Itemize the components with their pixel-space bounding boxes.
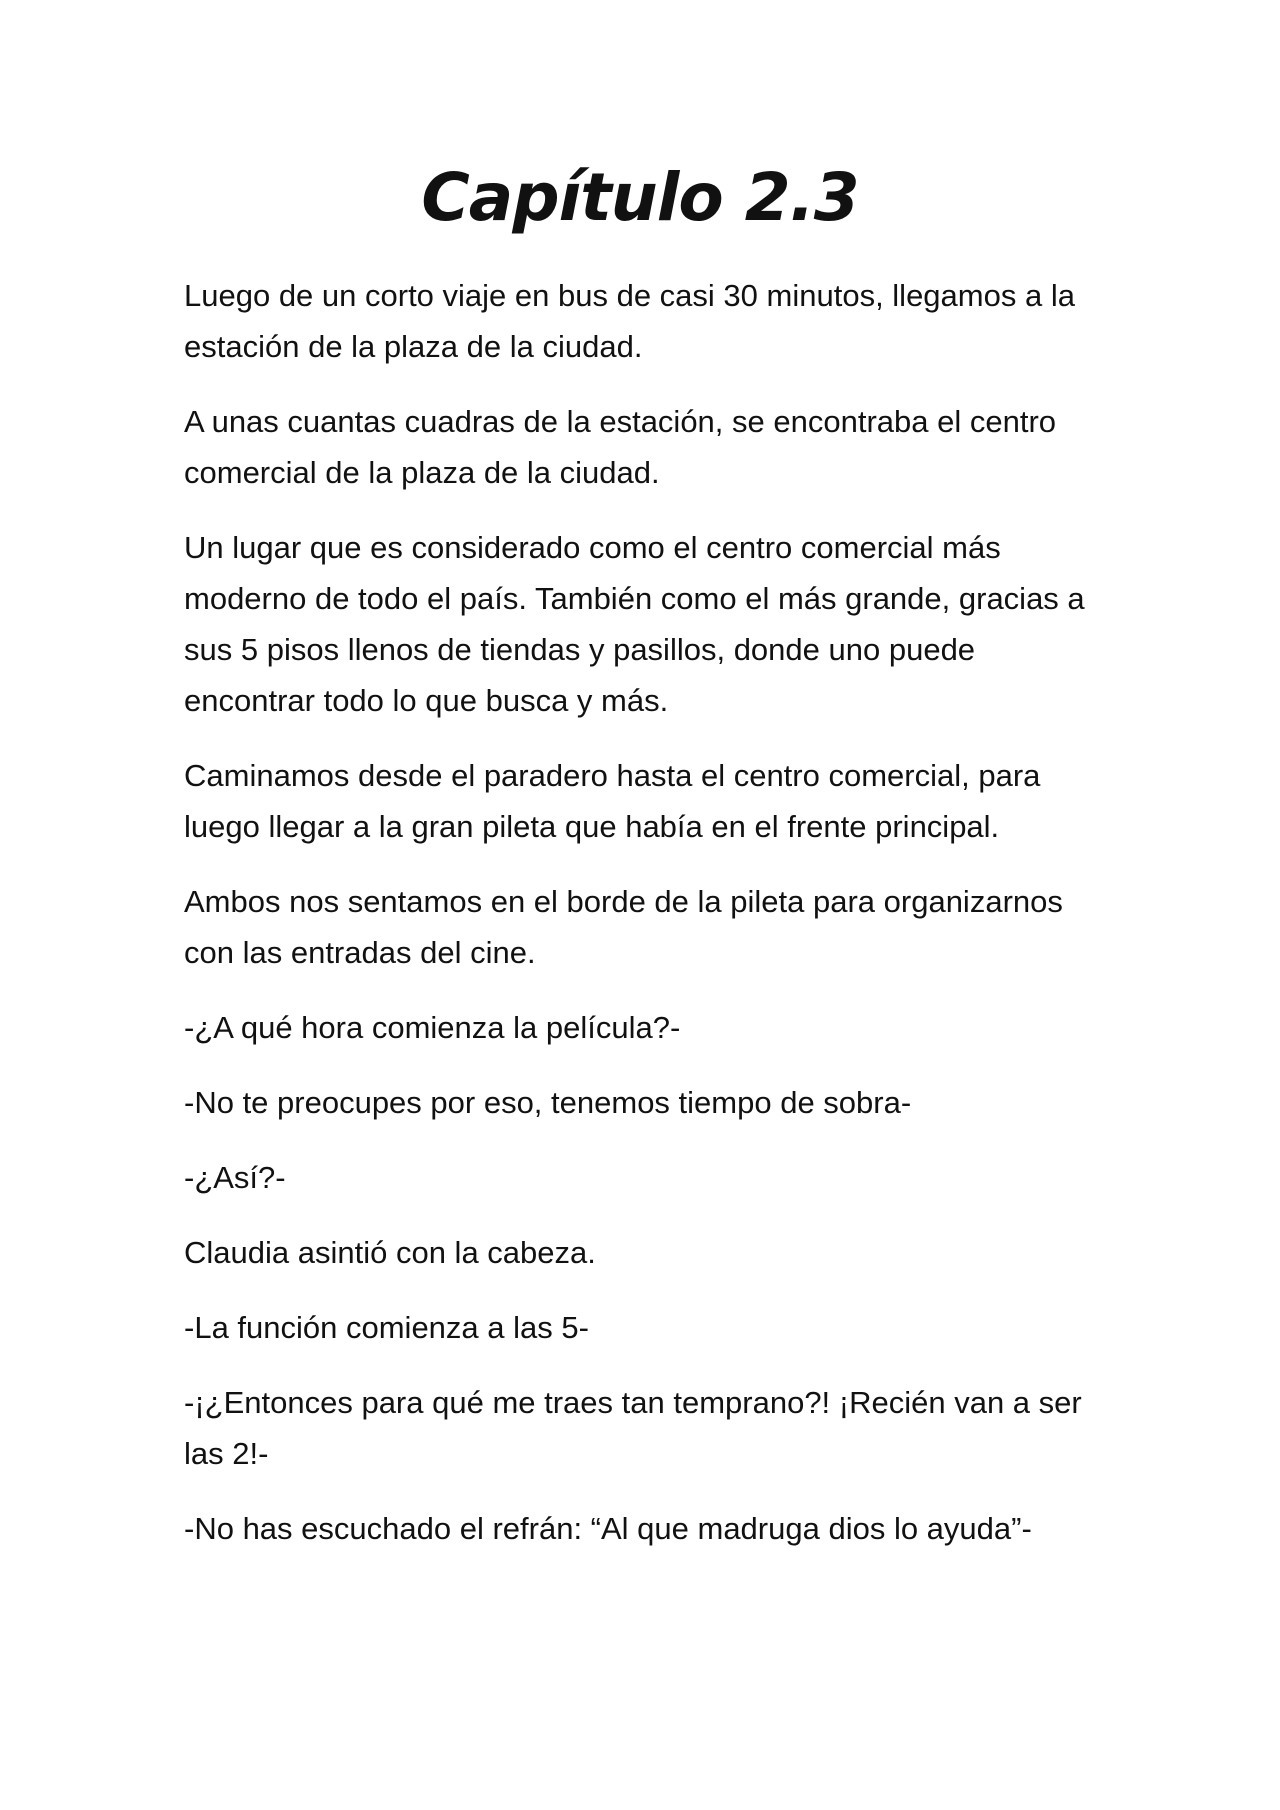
paragraph: Claudia asintió con la cabeza. xyxy=(184,1235,596,1270)
dialogue-line: -¿A qué hora comienza la película?- xyxy=(184,1010,681,1045)
paragraph: Caminamos desde el paradero hasta el centro comercial, para luego llegar a la gran pileta que había en el frente principal. xyxy=(184,758,1041,844)
paragraph: Un lugar que es considerado como el centro comercial más moderno de todo el país. También como el más grande, gracias a sus 5 pisos llenos de tiendas y pasillos, donde uno puede encontrar todo lo que busca y más. xyxy=(184,530,1085,718)
dialogue-line: -¡¿Entonces para qué me traes tan temprano?! ¡Recién van a ser las 2!- xyxy=(184,1385,1082,1471)
chapter-title: Capítulo 2.3 xyxy=(421,159,859,236)
dialogue-line: -¿Así?- xyxy=(184,1160,286,1195)
paragraph: Ambos nos sentamos en el borde de la pileta para organizarnos con las entradas del cine. xyxy=(184,884,1063,970)
paragraph: A unas cuantas cuadras de la estación, se encontraba el centro comercial de la plaza de la ciudad. xyxy=(184,404,1057,490)
dialogue-line: -No has escuchado el refrán: “Al que madruga dios lo ayuda”- xyxy=(184,1511,1032,1546)
chapter-body xyxy=(184,270,1104,1578)
dialogue-line: -No te preocupes por eso, tenemos tiempo de sobra- xyxy=(184,1085,912,1120)
dialogue-line: -La función comienza a las 5- xyxy=(184,1310,589,1345)
paragraph: Luego de un corto viaje en bus de casi 30 minutos, llegamos a la estación de la plaza de la ciudad. xyxy=(184,278,1075,364)
